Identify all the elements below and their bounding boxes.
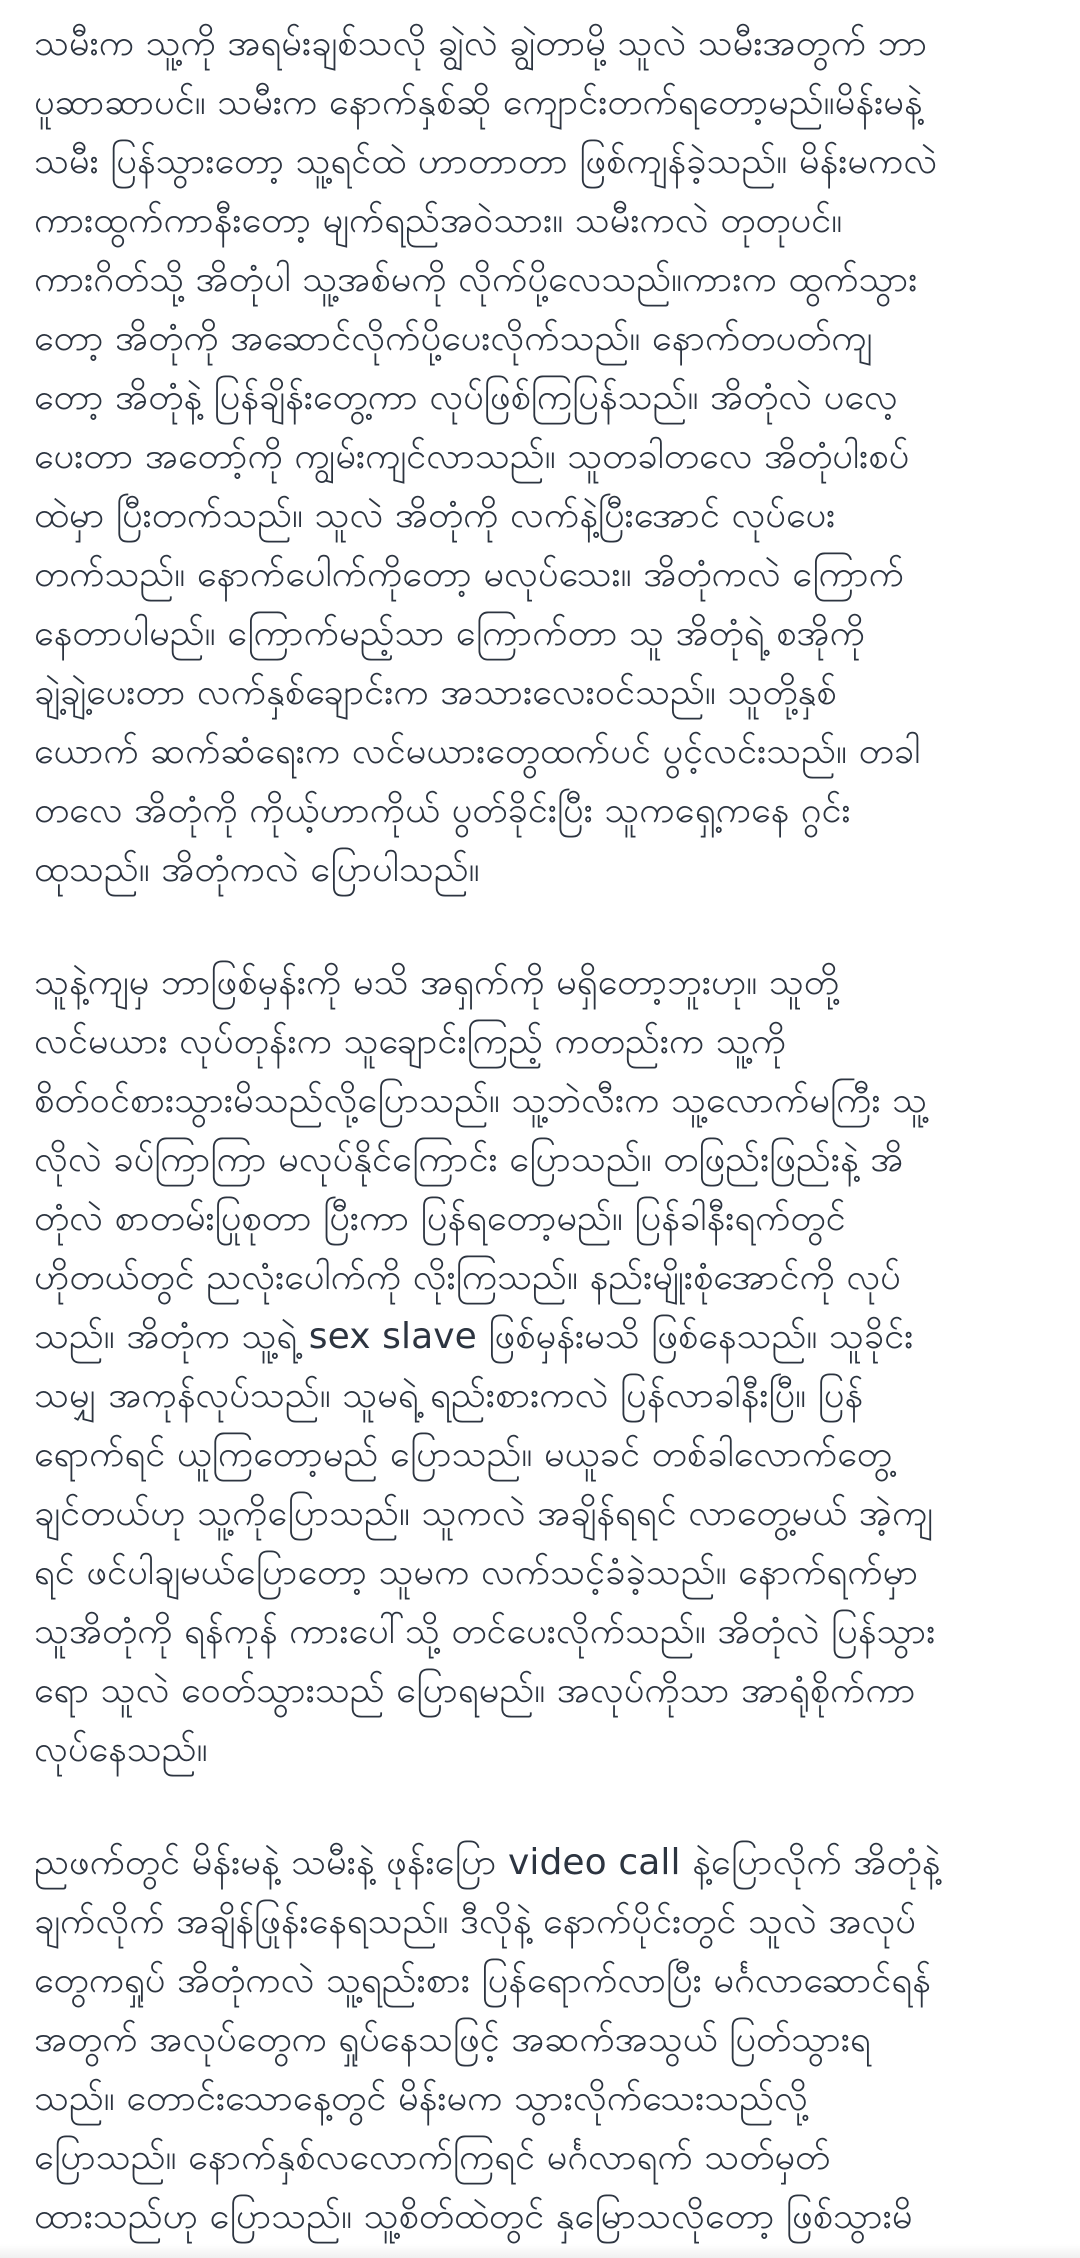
- text-line: သမီးက သူ့ကို အရမ်းချစ်သလို ချွဲလဲ ချွဲတာမို့ သူလဲ သမီးအတွက် ဘာ: [34, 23, 928, 64]
- text-line: ချဲ့ချဲ့ပေးတာ လက်နှစ်ချောင်းက အသားလေးဝင်သည်။ သူတို့နှစ်: [34, 672, 837, 713]
- text-line: ရင် ဖင်ပါချမယ်ပြောတော့ သူမက လက်သင့်ခံခဲ့သည်။ နောက်ရက်မှာ: [34, 1552, 919, 1593]
- text-line: ရောက်ရင် ယူကြတော့မည် ပြောသည်။ မယူခင် တစ်ခါလောက်တွေ့: [34, 1434, 892, 1475]
- text-line: ချင်တယ်ဟု သူ့ကိုပြောသည်။ သူကလဲ အချိန်ရရင် လာတွေ့မယ် အဲ့ကျ: [34, 1493, 933, 1534]
- paragraph-1: [34, 14, 1054, 899]
- text-line: သူနဲ့ကျမှ ဘာဖြစ်မှန်းကို မသိ အရှက်ကို မရှိတော့ဘူးဟု။ သူတို့: [34, 962, 839, 1003]
- paragraph-2: [34, 953, 1054, 1779]
- text-line: ညဖက်တွင် မိန်းမနဲ့ သမီးနဲ့ ဖုန်းပြော video call နဲ့ပြောလိုက် အိတုံနဲ့: [34, 1842, 941, 1883]
- bottom-fade: [0, 2244, 1080, 2258]
- paragraph-3: [34, 1833, 1054, 2246]
- text-line: ပူဆာဆာပင်။ သမီးက နောက်နှစ်ဆို ကျောင်းတက်ရတော့မည်။မိန်းမနဲ့: [34, 82, 923, 123]
- text-line: ထုသည်။ အိတုံကလဲ ပြောပါသည်။: [34, 849, 480, 890]
- text-line: သည်။ အိတုံက သူ့ရဲ့ sex slave ဖြစ်မှန်းမသိ ဖြစ်နေသည်။ သူခိုင်း: [34, 1316, 914, 1357]
- text-line: တော့ အိတုံနဲ့ ပြန်ချိန်းတွေ့ကာ လုပ်ဖြစ်ကြပြန်သည်။ အိတုံလဲ ပလေ့: [34, 377, 898, 418]
- text-line: စိတ်ဝင်စားသွားမိသည်လို့ပြောသည်။ သူ့ဘဲလီးက သူ့လောက်မကြီး သူ့: [34, 1080, 928, 1121]
- text-line: ချက်လိုက် အချိန်ဖြုန်းနေရသည်။ ဒီလိုနဲ့ နောက်ပိုင်းတွင် သူလဲ အလုပ်: [34, 1901, 916, 1942]
- text-line: ထဲမှာ ပြီးတက်သည်။ သူလဲ အိတုံကို လက်နဲ့ပြီးအောင် လုပ်ပေး: [34, 495, 836, 536]
- text-line: အတွက် အလုပ်တွေက ရှုပ်နေသဖြင့် အဆက်အသွယ် ပြတ်သွားရ: [34, 2019, 871, 2060]
- text-line: နေတာပါမည်။ ကြောက်မည့်သာ ကြောက်တာ သူ အိတုံရဲ့ စအိုကို: [34, 613, 865, 654]
- text-line: ယောက် ဆက်ဆံရေးက လင်မယားတွေထက်ပင် ပွင့်လင်းသည်။ တခါ: [34, 731, 921, 772]
- text-line: ထားသည်ဟု ပြောသည်။ သူ့စိတ်ထဲတွင် နှမြောသလိုတော့ ဖြစ်သွားမိ: [34, 2196, 913, 2237]
- text-line: လိုလဲ ခပ်ကြာကြာ မလုပ်နိုင်ကြောင်း ပြောသည်။ တဖြည်းဖြည်းနဲ့ အိ: [34, 1139, 904, 1180]
- text-line: သမျှ အကုန်လုပ်သည်။ သူမရဲ့ ရည်းစားကလဲ ပြန်လာခါနီးပြီ။ ပြန်: [34, 1375, 864, 1416]
- text-line: တော့ အိတုံကို အဆောင်လိုက်ပို့ပေးလိုက်သည်။ နောက်တပတ်ကျ: [34, 318, 873, 359]
- text-line: ကားဂိတ်သို့ အိတုံပါ သူ့အစ်မကို လိုက်ပို့လေသည်။ကားက ထွက်သွား: [34, 259, 918, 300]
- text-line: ပေးတာ အတော့်ကို ကျွမ်းကျင်လာသည်။ သူတခါတလေ အိတုံပါးစပ်: [34, 436, 910, 477]
- text-line: တက်သည်။ နောက်ပေါက်ကိုတော့ မလုပ်သေး။ အိတုံကလဲ ကြောက်: [34, 554, 904, 595]
- text-line: ကားထွက်ကာနီးတော့ မျက်ရည်အဝဲသား။ သမီးကလဲ တုတုပင်။: [34, 200, 843, 241]
- text-line: ပြောသည်။ နောက်နှစ်လလောက်ကြရင် မင်္ဂလာရက် သတ်မှတ်: [34, 2137, 831, 2178]
- text-line: ဟိုတယ်တွင် ညလုံးပေါက်ကို လိုးကြသည်။ နည်းမျိုးစုံအောင်ကို လုပ်: [34, 1257, 901, 1298]
- text-line: သူအိတုံကို ရန်ကုန် ကားပေါ်သို့ တင်ပေးလိုက်သည်။ အိတုံလဲ ပြန်သွား: [34, 1611, 936, 1652]
- text-line: သမီး ပြန်သွားတော့ သူ့ရင်ထဲ ဟာတာတာ ဖြစ်ကျန်ခဲ့သည်။ မိန်းမကလဲ: [34, 141, 938, 182]
- text-line: သည်။ တောင်းသောနေ့တွင် မိန်းမက သွားလိုက်သေးသည်လို့: [34, 2078, 808, 2119]
- text-line: ရော သူလဲ ဝေတ်သွားသည် ပြောရမည်။ အလုပ်ကိုသာ အာရုံစိုက်ကာ: [34, 1670, 916, 1711]
- text-line: တလေ အိတုံကို ကိုယ့်ဟာကိုယ် ပွတ်ခိုင်းပြီး သူကရှေ့ကနေ ဂွင်း: [34, 790, 851, 831]
- text-line: လုပ်နေသည်။: [34, 1729, 208, 1770]
- text-line: တွေကရှုပ် အိတုံကလဲ သူ့ရည်းစား ပြန်ရောက်လာပြီး မင်္ဂလာဆောင်ရန်: [34, 1960, 931, 2001]
- text-line: လင်မယား လုပ်တုန်းက သူချောင်းကြည့် ကတည်းက သူ့ကို: [34, 1021, 787, 1062]
- text-line: တုံလဲ စာတမ်းပြုစုတာ ပြီးကာ ပြန်ရတော့မည်။ ပြန်ခါနီးရက်တွင်: [34, 1198, 846, 1239]
